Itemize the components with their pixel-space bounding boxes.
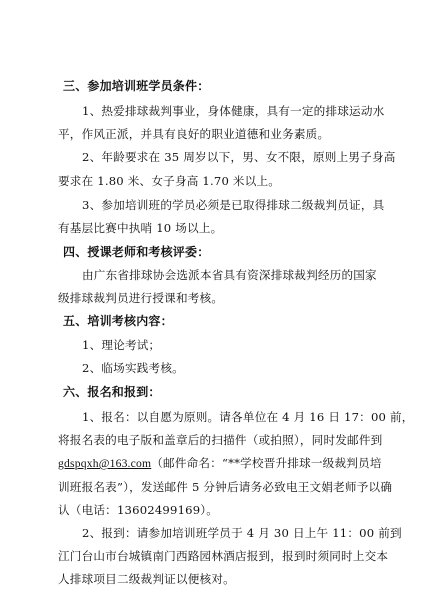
- registration-line-4: 训班报名表”），发送邮件 5 分钟后请务必致电王文娟老师予以确: [58, 480, 393, 494]
- section-5-item-2: 2、临场实践考核。: [82, 361, 184, 375]
- section-4-line-1: 由广东省排球协会选派本省具有资深排球裁判经历的国家: [82, 268, 377, 282]
- condition-2-line-2: 要求在 1.80 米、女子身高 1.70 米以上。: [58, 174, 281, 188]
- condition-3-line-2: 有基层比赛中执哨 10 场以上。: [58, 221, 223, 235]
- checkin-line-2: 江门台山市台城镇南门西路园林酒店报到，报到时须同时上交本: [58, 549, 389, 563]
- condition-1-line-2: 平，作风正派，并具有良好的职业道德和业务素质。: [58, 127, 330, 141]
- condition-2-line-1: 2、年龄要求在 35 周岁以下，男、女不限，原则上男子身高: [82, 150, 396, 164]
- registration-line-1: 1、报名：以自愿为原则。请各单位在 4 月 16 日 17：00 前，: [82, 410, 414, 424]
- condition-1-line-1: 1、热爱排球裁判事业，身体健康，具有一定的排球运动水: [82, 104, 385, 118]
- checkin-line-3: 人排球项目二级裁判证以便核对。: [58, 572, 235, 586]
- section-6-heading: 六、报名和报到：: [63, 385, 161, 399]
- section-4-line-2: 级排球裁判员进行授课和考核。: [58, 291, 224, 305]
- section-4-heading: 四、授课老师和考核评委：: [63, 245, 210, 259]
- contact-email-link[interactable]: gdspqxh@163.com: [58, 457, 152, 470]
- registration-line-2: 将报名表的电子版和盖章后的扫描件（或拍照），同时发邮件到: [58, 433, 383, 447]
- checkin-line-1: 2、报到：请参加培训班学员于 4 月 30 日上午 11：00 前到: [82, 526, 402, 540]
- section-5-item-1: 1、理论考试；: [82, 338, 161, 352]
- condition-3-line-1: 3、参加培训班的学员必须是已取得排球二级裁判员证，具: [82, 198, 385, 212]
- registration-line-3: [58, 456, 382, 471]
- registration-line-5: 认（电话：13602499169）。: [58, 503, 219, 517]
- section-3-heading: 三、参加培训班学员条件：: [63, 79, 210, 93]
- section-5-heading: 五、培训考核内容：: [63, 314, 173, 328]
- registration-line-3-rest: （邮件命名：“**学校晋升排球一级裁判员培: [151, 456, 382, 470]
